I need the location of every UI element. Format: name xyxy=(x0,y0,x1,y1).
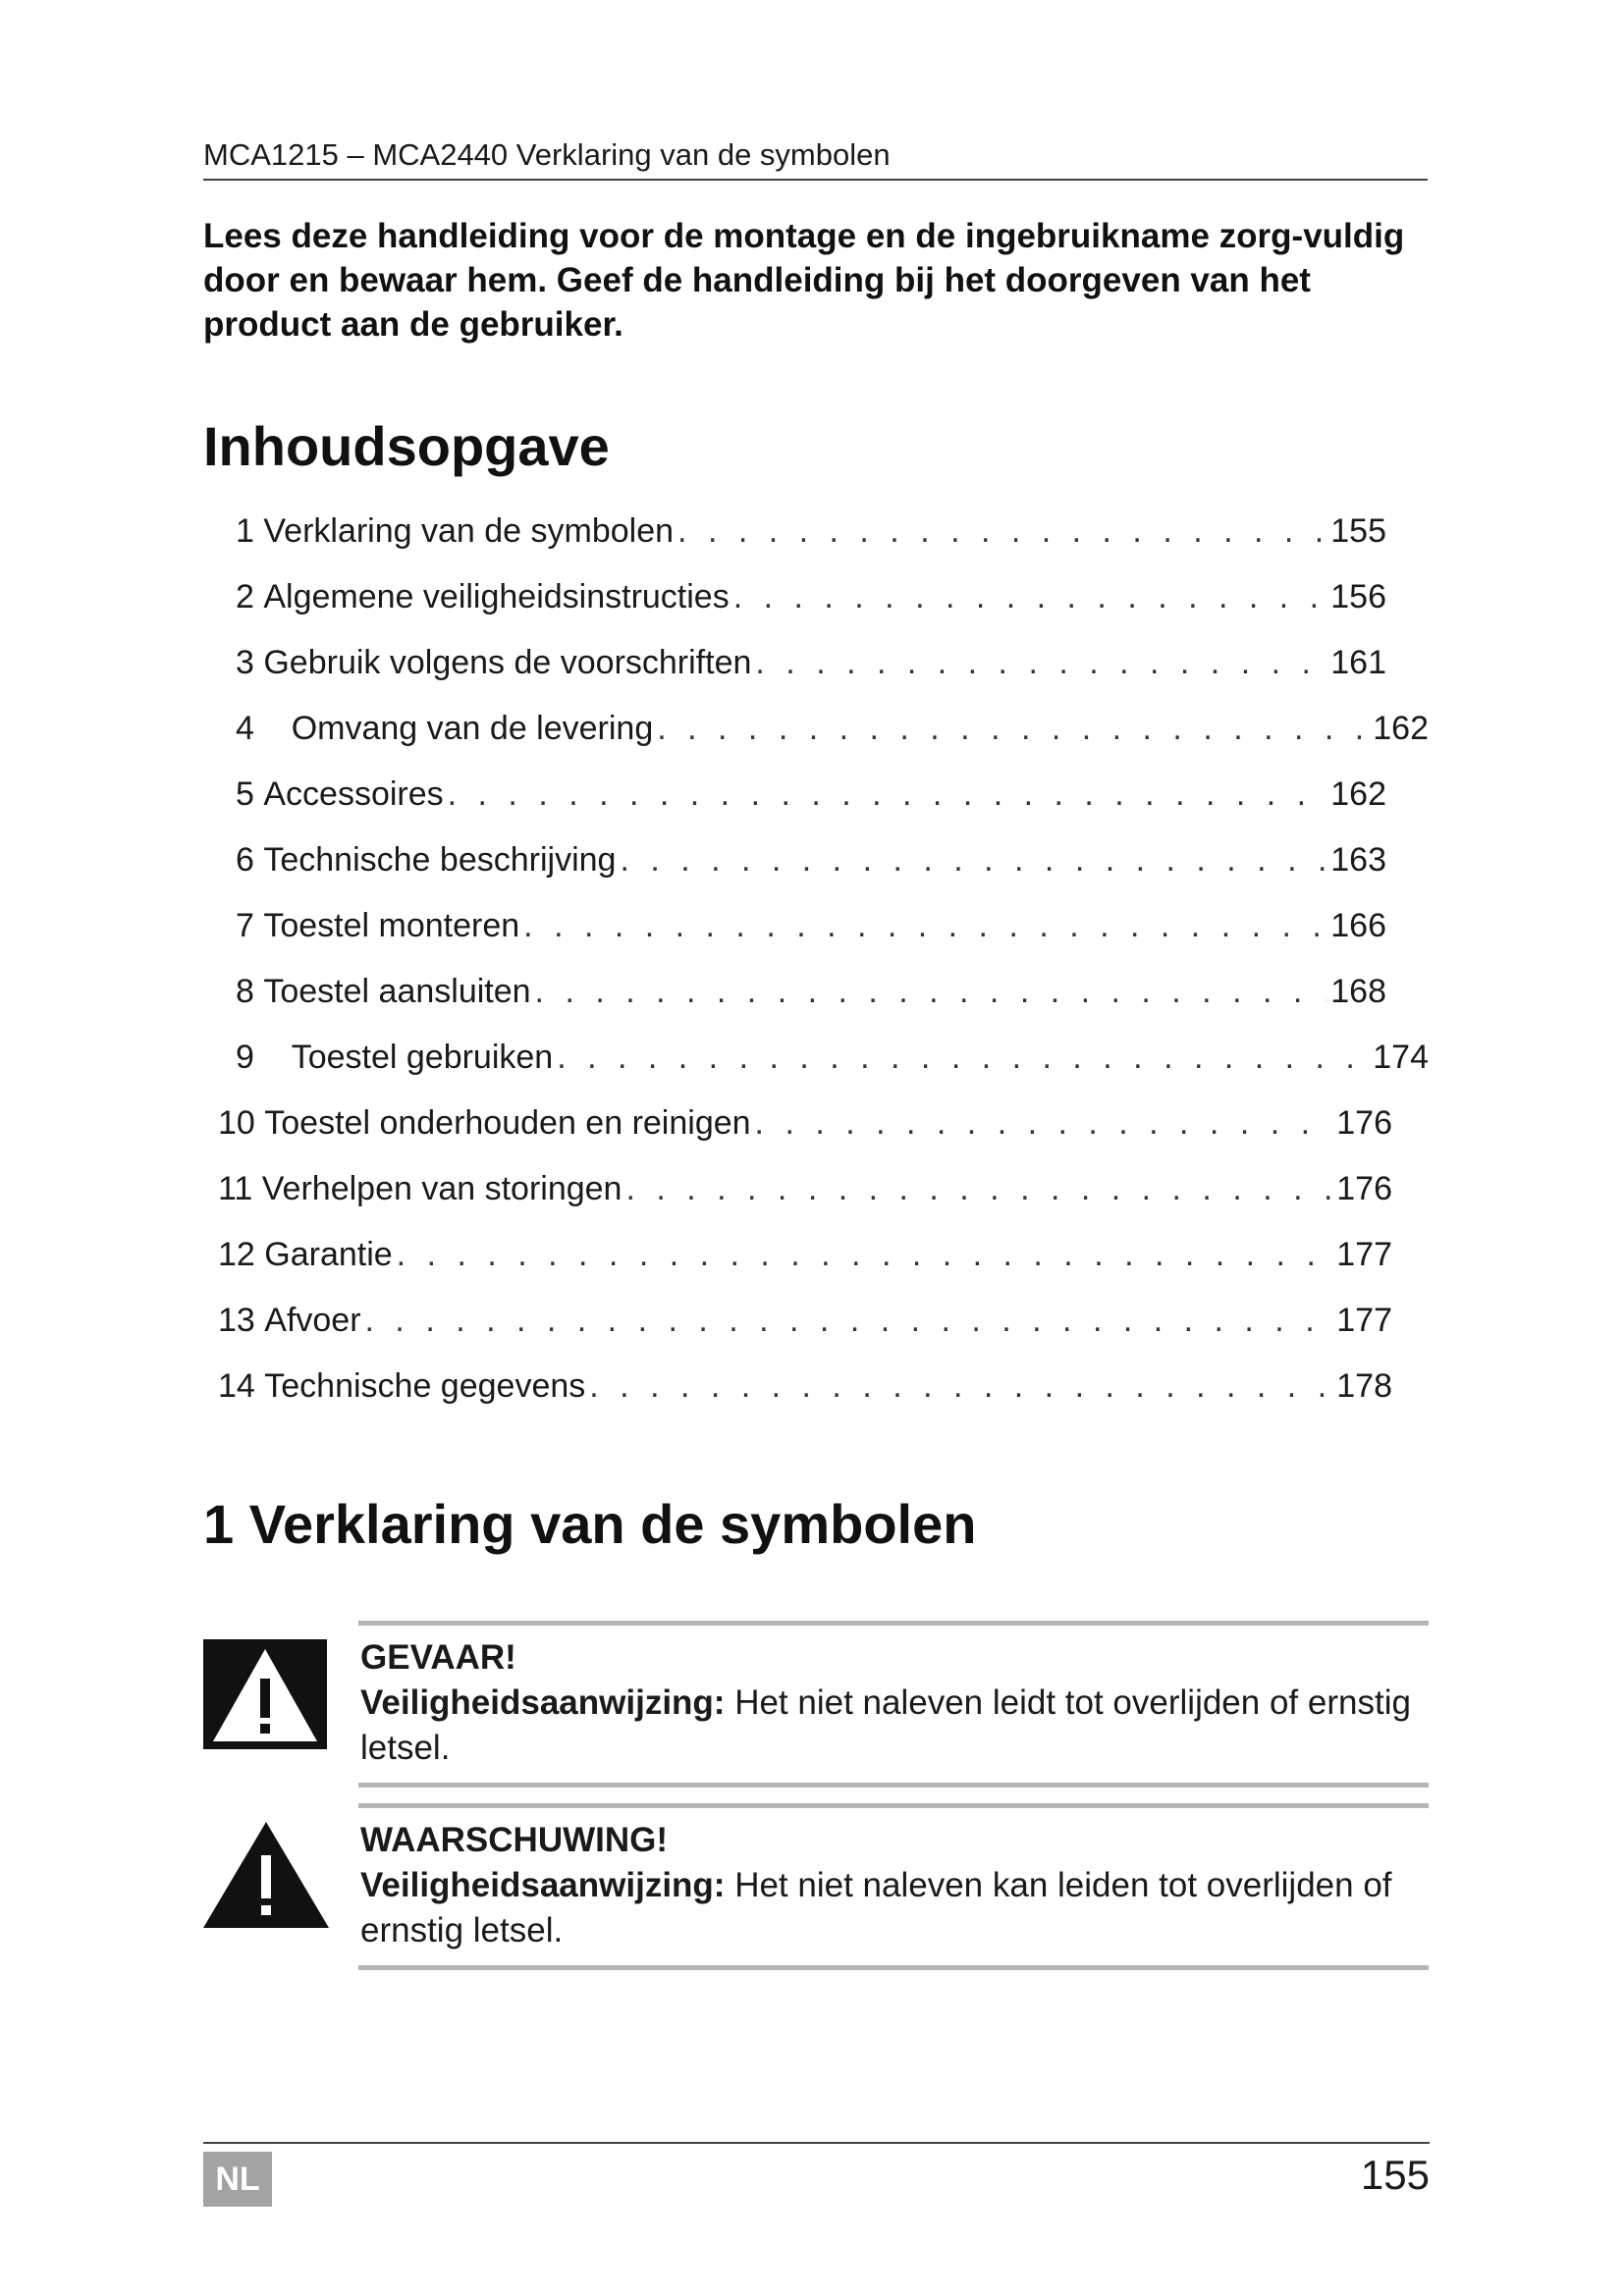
toc-entry-label: Verhelpen van storingen xyxy=(261,1170,623,1207)
toc-entry-label: Verklaring van de symbolen xyxy=(263,512,675,550)
toc-leader-dots xyxy=(365,1298,1333,1343)
toc-entry[interactable] xyxy=(236,969,1386,1014)
toc-entry-number: 13 xyxy=(218,1302,265,1339)
notice-warning xyxy=(358,1803,1429,1970)
notice-body: Het niet naleven leidt tot overlijden of ernstig letsel. xyxy=(360,1683,1411,1767)
section-heading: 1 Verklaring van de symbolen xyxy=(203,1493,977,1555)
toc-entry-number: 6 xyxy=(236,841,264,879)
toc-entry[interactable] xyxy=(218,1166,1392,1211)
toc-leader-dots xyxy=(620,837,1326,882)
toc-entry-label: Algemene veiligheidsinstructies xyxy=(263,578,730,615)
toc-leader-dots xyxy=(589,1363,1332,1409)
toc-leader-dots xyxy=(397,1232,1333,1277)
toc-title: Inhoudsopgave xyxy=(203,415,610,477)
toc-entry-label: Afvoer xyxy=(264,1302,361,1339)
toc-entry[interactable] xyxy=(236,706,1429,751)
toc-entry-page: 156 xyxy=(1330,578,1386,615)
toc-entry-label: Toestel aansluiten xyxy=(263,973,531,1010)
toc-entry-label: Technische gegevens xyxy=(264,1367,586,1405)
notice-label: GEVAAR! xyxy=(360,1638,516,1677)
toc-entry[interactable] xyxy=(236,574,1386,619)
notice-body: Het niet naleven kan leiden tot overlijden of ernstig letsel. xyxy=(360,1866,1392,1949)
toc-entry-label: Garantie xyxy=(264,1236,393,1273)
toc-entry-number: 9 xyxy=(236,1039,292,1076)
toc-entry-label: Gebruik volgens de voorschriften xyxy=(263,644,752,681)
toc-entry-page: 162 xyxy=(1373,710,1429,747)
toc-entry-number: 11 xyxy=(218,1170,262,1207)
danger-square-icon xyxy=(203,1639,327,1754)
notice-lead: Veiligheidsaanwijzing: xyxy=(360,1683,726,1722)
toc-entry[interactable] xyxy=(218,1100,1392,1146)
toc-entry-page: 161 xyxy=(1330,644,1386,681)
toc-leader-dots xyxy=(677,508,1326,554)
toc-entry-page: 177 xyxy=(1336,1302,1392,1339)
toc-entry-label: Technische beschrijving xyxy=(263,841,617,879)
toc-entry-page: 166 xyxy=(1330,907,1386,944)
toc-entry-number: 10 xyxy=(218,1104,265,1142)
notice-label: WAARSCHUWING! xyxy=(360,1821,669,1859)
toc-leader-dots xyxy=(448,772,1327,817)
toc-entry-label: Omvang van de levering xyxy=(291,710,654,747)
toc-entry-page: 163 xyxy=(1330,841,1386,879)
toc-entry-page: 176 xyxy=(1336,1104,1392,1142)
toc-entry-number: 4 xyxy=(236,710,292,747)
toc-entry-number: 12 xyxy=(218,1236,265,1273)
toc-entry[interactable] xyxy=(236,772,1386,817)
language-badge: NL xyxy=(203,2152,272,2207)
toc-entry-number: 14 xyxy=(218,1367,265,1405)
toc-entry[interactable] xyxy=(236,640,1386,685)
notice-text xyxy=(360,1866,1392,1949)
notice-danger xyxy=(358,1621,1429,1788)
toc-entry-page: 168 xyxy=(1330,973,1386,1010)
running-header: MCA1215 – MCA2440 Verklaring van de symbolen xyxy=(203,135,1428,181)
toc-leader-dots xyxy=(535,969,1327,1014)
toc-leader-dots xyxy=(755,1100,1333,1146)
toc-entry[interactable] xyxy=(218,1298,1392,1343)
toc-leader-dots xyxy=(557,1035,1369,1080)
toc-entry-number: 3 xyxy=(236,644,264,681)
toc-entry-number: 1 xyxy=(236,512,264,550)
toc-leader-dots xyxy=(733,574,1327,619)
toc-leader-dots xyxy=(657,706,1369,751)
toc-entry-number: 2 xyxy=(236,578,264,615)
notice-text xyxy=(360,1683,1411,1767)
page-number: 155 xyxy=(1360,2152,1430,2198)
toc-entry-number: 7 xyxy=(236,907,264,944)
toc-entry[interactable] xyxy=(218,1232,1392,1277)
toc-entry-label: Accessoires xyxy=(263,775,444,813)
toc-entry-page: 162 xyxy=(1330,775,1386,813)
warning-triangle-icon xyxy=(203,1822,329,1933)
footer-rule xyxy=(203,2142,1430,2144)
toc-entry-number: 5 xyxy=(236,775,264,813)
toc-leader-dots xyxy=(755,640,1326,685)
toc-leader-dots xyxy=(625,1166,1332,1211)
toc-entry-page: 176 xyxy=(1336,1170,1392,1207)
toc-entry[interactable] xyxy=(236,1035,1429,1080)
toc-entry[interactable] xyxy=(236,508,1386,554)
toc-entry-label: Toestel monteren xyxy=(263,907,520,944)
toc-entry[interactable] xyxy=(236,903,1386,948)
toc-entry-number: 8 xyxy=(236,973,264,1010)
toc-entry[interactable] xyxy=(218,1363,1392,1409)
toc-entry-label: Toestel gebruiken xyxy=(291,1039,554,1076)
toc-leader-dots xyxy=(523,903,1326,948)
notice-lead: Veiligheidsaanwijzing: xyxy=(360,1866,726,1904)
toc-entry-page: 178 xyxy=(1336,1367,1392,1405)
toc-entry-page: 174 xyxy=(1373,1039,1429,1076)
toc-entry-page: 177 xyxy=(1336,1236,1392,1273)
toc-entry-page: 155 xyxy=(1330,512,1386,550)
intro-paragraph: Lees deze handleiding voor de montage en de ingebruikname zorg-vuldig door en bewaar hem. Geef de handleiding bij het doorgeven van het product aan de gebruiker. xyxy=(203,217,1405,344)
toc-entry[interactable] xyxy=(236,837,1386,882)
toc-entry-label: Toestel onderhouden en reinigen xyxy=(264,1104,751,1142)
